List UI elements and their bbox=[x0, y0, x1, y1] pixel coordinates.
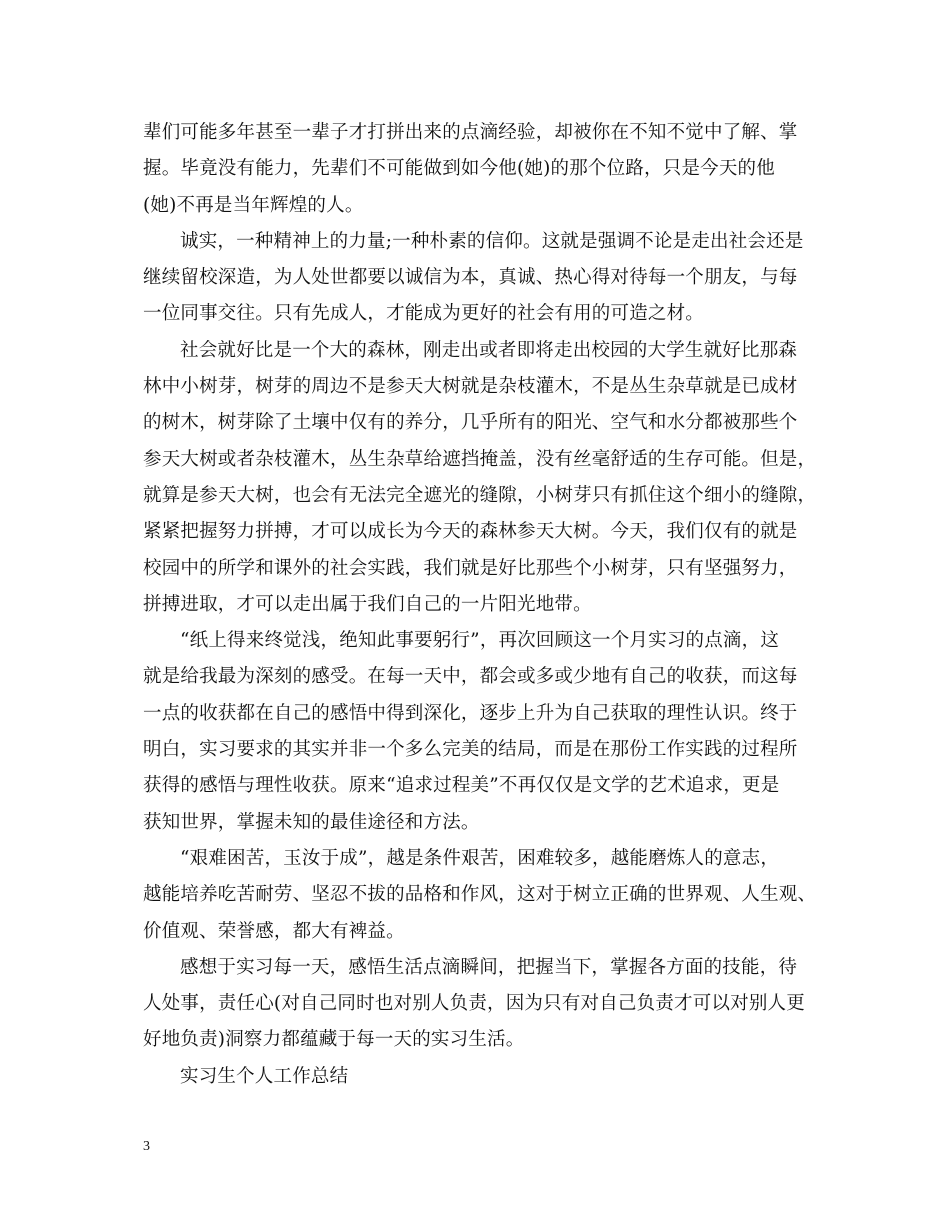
text-line: 的树木，树芽除了土壤中仅有的养分，几乎所有的阳光、空气和水分都被那些个 bbox=[143, 412, 798, 434]
text-line: 明白，实习要求的其实并非一个多么完美的结局，而是在那份工作实践的过程所 bbox=[143, 739, 798, 761]
text-line: 校园中的所学和课外的社会实践，我们就是好比那些个小树芽，只有坚强努力， bbox=[143, 557, 798, 579]
text-line: 辈们可能多年甚至一辈子才打拼出来的点滴经验，却被你在不知不觉中了解、掌 bbox=[143, 122, 798, 143]
document-body bbox=[143, 115, 817, 1095]
paragraph-practice bbox=[143, 623, 807, 841]
text-line: 林中小树芽，树芽的周边不是参天大树就是杂枝灌木，不是丛生杂草就是已成材 bbox=[143, 376, 798, 398]
text-line: 好地负责)洞察力都蕴藏于每一天的实习生活。 bbox=[143, 1029, 525, 1051]
text-line: 人处事，责任心(对自己同时也对别人负责，因为只有对自己负责才可以对别人更 bbox=[143, 993, 805, 1015]
paragraph-honesty bbox=[143, 224, 807, 333]
text-line: 一点的收获都在自己的感悟中得到深化，逐步上升为自己获取的理性认识。终于 bbox=[143, 702, 798, 724]
paragraph-reflection bbox=[143, 950, 807, 1059]
section-heading bbox=[143, 1059, 807, 1095]
text-line: 价值观、荣誉感，都大有裨益。 bbox=[143, 920, 405, 942]
text-line: 越能培养吃苦耐劳、坚忍不拔的品格和作风，这对于树立正确的世界观、人生观、 bbox=[143, 884, 817, 906]
text-line: 获得的感悟与理性收获。原来“追求过程美”不再仅仅是文学的艺术追求，更是 bbox=[143, 775, 780, 797]
text-line: “纸上得来终觉浅，绝知此事要躬行”，再次回顾这一个月实习的点滴，这 bbox=[180, 630, 780, 652]
paragraph-mentors bbox=[143, 115, 807, 224]
text-line: 诚实，一种精神上的力量;一种朴素的信仰。这就是强调不论是走出社会还是 bbox=[180, 230, 804, 252]
paragraph-forest bbox=[143, 333, 817, 623]
text-line: 参天大树或者杂枝灌木，丛生杂草给遮挡掩盖，没有丝毫舒适的生存可能。但是， bbox=[143, 448, 817, 470]
text-line: 社会就好比是一个大的森林，刚走出或者即将走出校园的大学生就好比那森 bbox=[180, 339, 798, 361]
text-line: 就是给我最为深刻的感受。在每一天中，都会或多或少地有自己的收获，而这每 bbox=[143, 666, 798, 688]
text-line: (她)不再是当年辉煌的人。 bbox=[143, 194, 364, 216]
text-line: 就算是参天大树，也会有无法完全遮光的缝隙，小树芽只有抓住这个细小的缝隙， bbox=[143, 484, 817, 506]
text-line: 获知世界，掌握未知的最佳途径和方法。 bbox=[143, 811, 480, 833]
text-line: 继续留校深造，为人处世都要以诚信为本，真诚、热心得对待每一个朋友，与每 bbox=[143, 267, 798, 289]
text-line: “艰难困苦，玉汝于成”，越是条件艰苦，困难较多，越能磨炼人的意志， bbox=[180, 847, 780, 869]
text-line: 拼搏进取，才可以走出属于我们自己的一片阳光地带。 bbox=[143, 593, 592, 615]
text-line: 感想于实习每一天，感悟生活点滴瞬间，把握当下，掌握各方面的技能，待 bbox=[180, 956, 798, 978]
paragraph-hardship bbox=[143, 841, 817, 950]
page-number: 3 bbox=[143, 1139, 150, 1154]
text-line: 紧紧把握努力拼搏，才可以成长为今天的森林参天大树。今天，我们仅有的就是 bbox=[143, 521, 798, 543]
text-line: 握。毕竟没有能力，先辈们不可能做到如今他(她)的那个位路，只是今天的他 bbox=[143, 158, 775, 180]
heading-line: 实习生个人工作总结 bbox=[180, 1065, 349, 1087]
text-line: 一位同事交往。只有先成人，才能成为更好的社会有用的可造之材。 bbox=[143, 303, 705, 325]
